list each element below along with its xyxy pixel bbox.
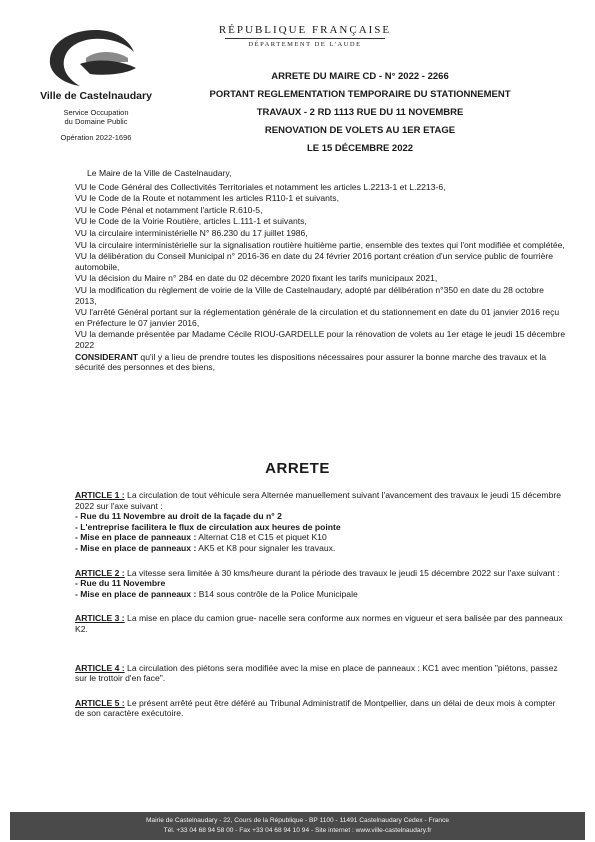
article-label: ARTICLE 4 :: [75, 662, 125, 673]
vu-item: VU le Code Pénal et notamment l'article R.610-5,: [75, 204, 263, 215]
bullet-text: AK5 et K8 pour signaler les travaux.: [196, 542, 336, 553]
article-2: [75, 568, 567, 600]
article-3: [75, 613, 567, 634]
considerant-label: CONSIDERANT: [75, 351, 139, 362]
department-heading: DÉPARTEMENT DE L'AUDE: [248, 41, 362, 48]
article-bullet: [75, 589, 567, 600]
footer-contact: Tél. +33 04 68 94 58 00 - Fax +33 04 68 94 10 94 - Site internet : www.ville-castelnaudary.fr: [163, 827, 432, 834]
footer-address: Mairie de Castelnaudary - 22, Cours de la République - BP 1100 - 11491 Castelnaudary Cedex - France: [145, 817, 450, 824]
article-paragraph: [75, 490, 567, 511]
divider: [225, 38, 385, 39]
articles: [75, 490, 567, 733]
republic-heading: RÉPUBLIQUE FRANÇAISE: [218, 24, 392, 36]
vu-item: VU la délibération du Conseil Municipal n° 2016-36 en date du 24 février 2016 portant création d'un service public de fourrière automobile,: [75, 251, 554, 272]
article-text: La circulation de tout véhicule sera Alternée manuellement suivant l'avancement des travaux le jeudi 15 décembre 2022 sur l'axe suivant :: [75, 490, 562, 511]
city-name: Ville de Castelnaudary: [40, 90, 152, 102]
article-bullet: - Rue du 11 Novembre: [75, 578, 166, 589]
article-4: [75, 663, 567, 684]
bullet-text: Alternat C18 et C15 et piquet K10: [196, 532, 327, 543]
mayor-line: Le Maire de la Ville de Castelnaudary,: [87, 168, 232, 178]
vu-item: VU le Code Général des Collectivités Territoriales et notamment les articles L.2213-1 et L.2213-6,: [75, 181, 446, 192]
vu-item: VU le Code de la Route et notamment les articles R110-1 et suivants,: [75, 193, 339, 204]
title-line: TRAVAUX - 2 RD 1113 RUE DU 11 NOVEMBRE: [256, 107, 464, 118]
article-text: La mise en place du camion grue- nacelle sera conforme aux normes en vigueur et sera balisée par des panneaux K2.: [75, 613, 563, 634]
article-text: Le présent arrêté peut être déféré au Tribunal Administratif de Montpellier, dans un délai de deux mois à compter de son caractère exécutoire.: [75, 697, 556, 719]
bullet-label: - Mise en place de panneaux :: [75, 532, 197, 543]
vu-item: VU la circulaire interministérielle sur la signalisation routière huitième partie, ensemble des textes qui l'ont modifiée et complétée,: [75, 239, 565, 250]
article-label: ARTICLE 1 :: [75, 490, 125, 500]
article-bullet: - L'entreprise facilitera le flux de circulation aux heures de pointe: [75, 521, 341, 532]
bullet-text: B14 sous contrôle de la Police Municipale: [196, 588, 358, 599]
title-line: PORTANT REGLEMENTATION TEMPORAIRE DU STATIONNEMENT: [209, 89, 511, 100]
vu-item: VU l'arrêté Général portant sur la réglementation générale de la circulation et du stationnement en date du 01 janvier 2016 reçu en Préfecture le 07 janvier 2016,: [75, 307, 560, 328]
service-name: [36, 108, 156, 126]
vu-item: VU la circulaire interministérielle N° 86.230 du 17 juillet 1986,: [75, 227, 308, 238]
vu-item: VU la demande présentée par Madame Cécile RIOU-GARDELLE pour la rénovation de volets au 1er etage le jeudi 15 décembre 2022: [75, 329, 566, 350]
arrete-heading: ARRETE: [265, 460, 330, 477]
service-line: du Domaine Public: [64, 117, 128, 126]
article-bullet: [75, 543, 567, 554]
article-label: ARTICLE 3 :: [75, 613, 125, 624]
bullet-label: - Mise en place de panneaux :: [75, 588, 197, 599]
vu-item: VU la modification du règlement de voirie de la Ville de Castelnaudary, adopté par délibération n°350 en date du 28 octobre 2013,: [75, 284, 544, 306]
decree-title: [175, 68, 545, 158]
bullet-label: - Mise en place de panneaux :: [75, 542, 197, 553]
article-1: [75, 490, 567, 554]
article-5: [75, 698, 567, 719]
considerant-text: qu'il y a lieu de prendre toutes les dispositions nécessaires pour assurer la bonne marche des travaux et la sécurité des personnes et des biens,: [75, 351, 547, 373]
vu-item: VU le Code de la Voirie Routière, articles L.111-1 et suivants,: [75, 216, 307, 227]
footer: [10, 812, 585, 840]
vu-item: VU la décision du Maire n° 284 en date du 02 décembre 2020 fixant les tarifs municipaux 2021,: [75, 273, 438, 284]
article-text: La vitesse sera limitée à 30 kms/heure durant la période des travaux le jeudi 15 décembre 2022 sur l'axe suivant :: [124, 567, 560, 578]
title-line: LE 15 DÉCEMBRE 2022: [306, 143, 414, 154]
title-line: RENOVATION DE VOLETS AU 1ER ETAGE: [264, 125, 456, 136]
article-bullet: [75, 532, 567, 543]
preamble: [75, 168, 567, 374]
article-paragraph: [75, 568, 567, 579]
castelnaudary-logo-icon: [36, 24, 156, 94]
service-line: Service Occupation: [63, 108, 129, 117]
article-label: ARTICLE 2 :: [75, 567, 125, 578]
title-line: ARRETE DU MAIRE CD - N° 2022 - 2266: [271, 71, 449, 82]
operation-number: Opération 2022-1696: [60, 133, 132, 142]
considerant: [75, 352, 567, 373]
article-text: La circulation des piétons sera modifiée avec la mise en place de panneaux : KC1 avec mention "piétons, passez sur le trottoir d'en face".: [75, 662, 558, 684]
article-label: ARTICLE 5 :: [75, 697, 125, 708]
article-bullet: - Rue du 11 Novembre au droit de la façade du n° 2: [75, 511, 282, 522]
